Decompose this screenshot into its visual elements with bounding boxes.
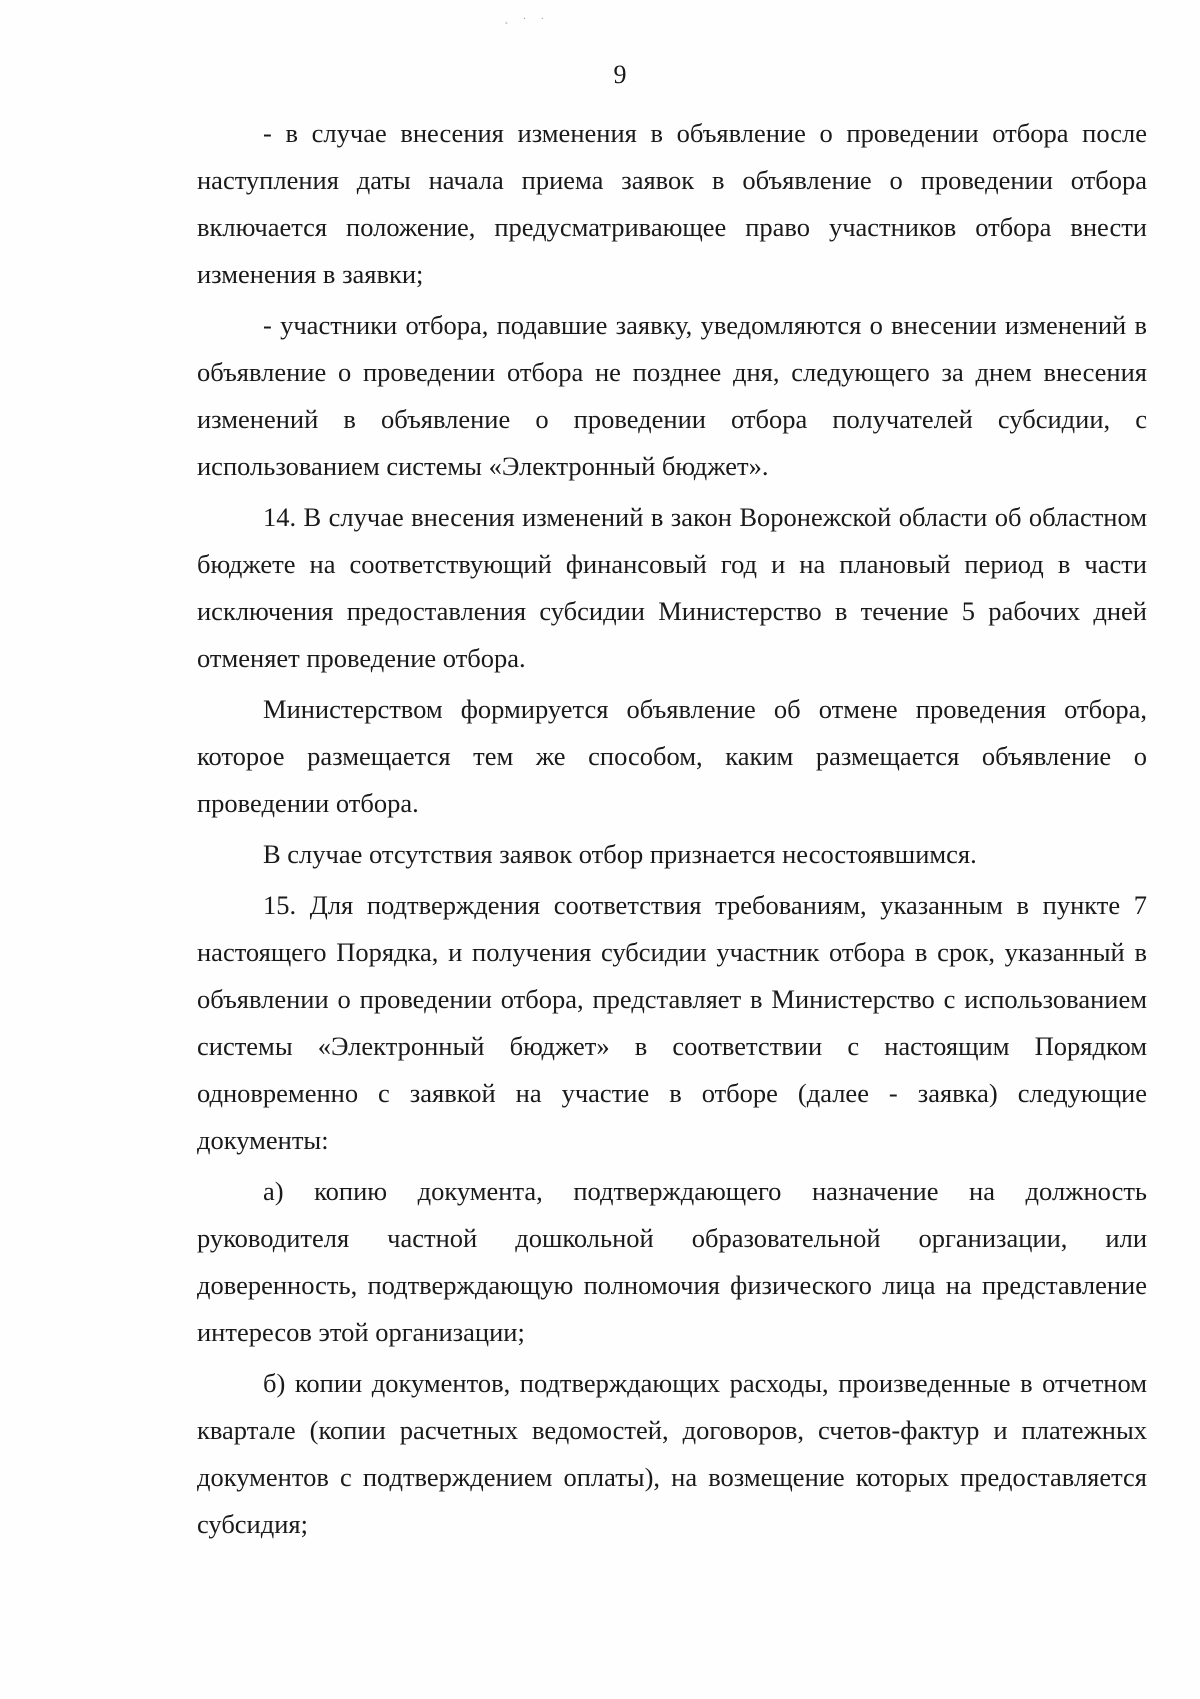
- paragraph-no-applications: В случае отсутствия заявок отбор признается несостоявшимся.: [263, 839, 977, 869]
- page-number: 9: [613, 60, 627, 89]
- paragraph-item-14: 14. В случае внесения изменений в закон Воронежской области об областном бюджете на соответствующий финансовый год и на плановый период в части исключения предоставления субсидии Министерство в течение 5 рабочих дней отменяет проведение отбора.: [197, 502, 1147, 673]
- scan-artifact-marks: ˛ · ·: [505, 14, 550, 25]
- paragraph-item-15: 15. Для подтверждения соответствия требованиям, указанным в пункте 7 настоящего Порядка, и получения субсидии участник отбора в срок, указанный в объявлении о проведении отбора, представляет в Министерство с использованием системы «Электронный бюджет» в соответствии с настоящим Порядком одновременно с заявкой на участие в отборе (далее - заявка) следующие документы:: [197, 890, 1147, 1155]
- paragraph-cancellation-notice: Министерством формируется объявление об отмене проведения отбора, которое размещается тем же способом, каким размещается объявление о проведении отбора.: [197, 694, 1147, 818]
- paragraph-subitem-a: а) копию документа, подтверждающего назначение на должность руководителя частной дошкольной образовательной организации, или доверенность, подтверждающую полномочия физического лица на представление интересов этой организации;: [197, 1176, 1147, 1347]
- paragraph-participants-notified: - участники отбора, подавшие заявку, уведомляются о внесении изменений в объявление о проведении отбора не позднее дня, следующего за днем внесения изменений в объявление о проведении отбора получателей субсидии, с использованием системы «Электронный бюджет».: [197, 310, 1147, 481]
- paragraph-subitem-b: б) копии документов, подтверждающих расходы, произведенные в отчетном квартале (копии расчетных ведомостей, договоров, счетов-фактур и платежных документов с подтверждением оплаты), на возмещение которых предоставляется субсидия;: [197, 1368, 1147, 1539]
- paragraph-change-after-start: - в случае внесения изменения в объявление о проведении отбора после наступления даты начала приема заявок в объявление о проведении отбора включается положение, предусматривающее право участников отбора внести изменения в заявки;: [197, 118, 1147, 289]
- document-body: [197, 110, 1147, 1548]
